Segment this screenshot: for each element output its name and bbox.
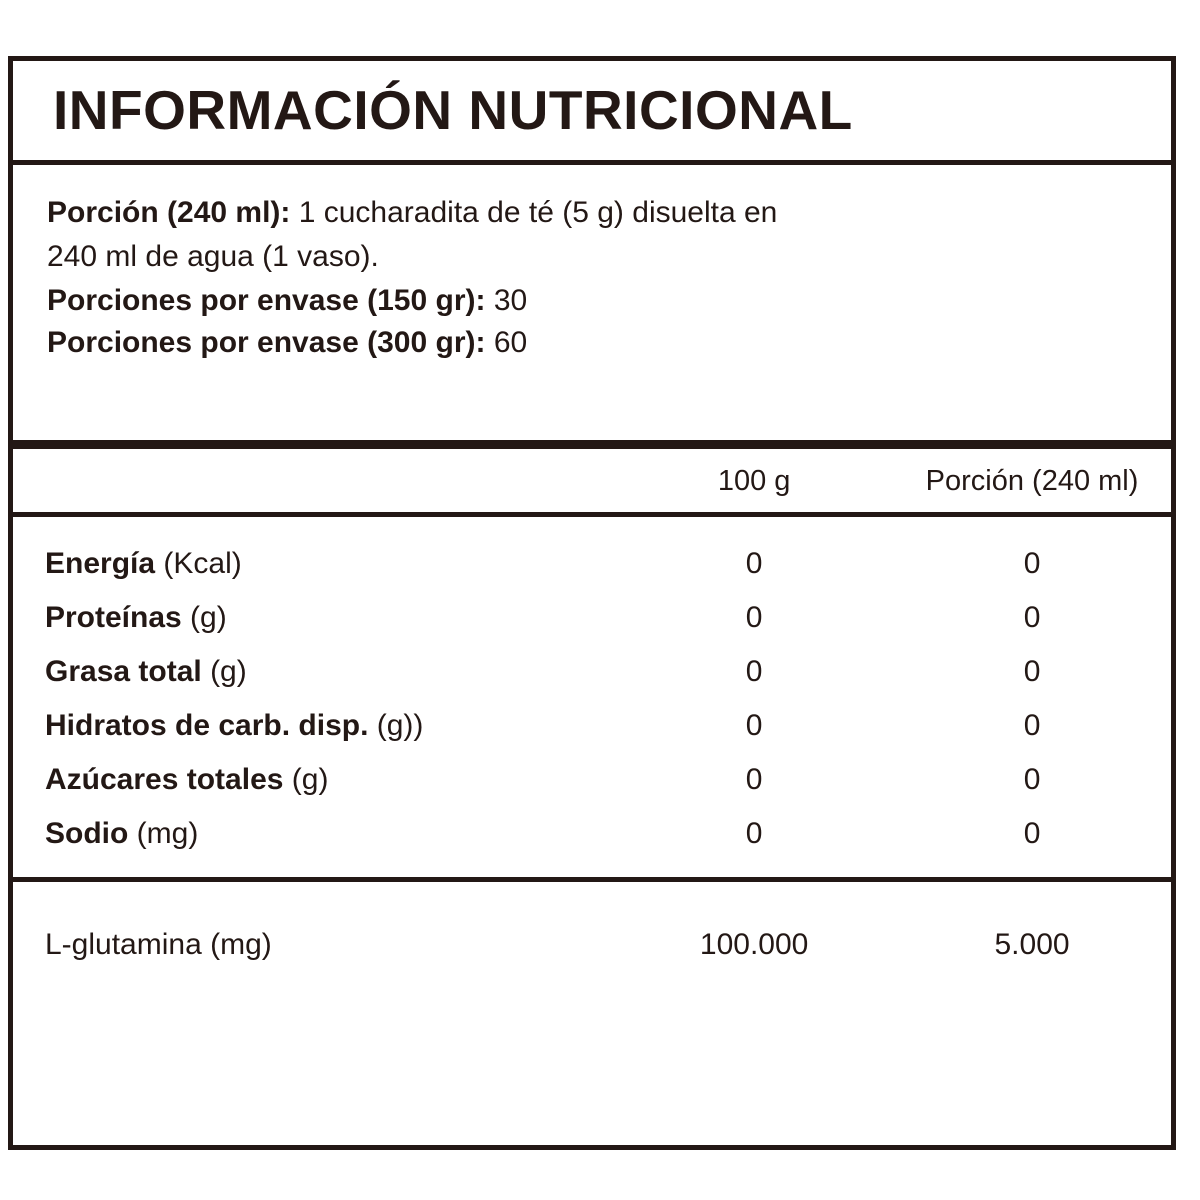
value-per-portion: 5.000 [994, 928, 1070, 961]
value-per-portion: 0 [1023, 601, 1041, 634]
title-row [13, 61, 1171, 165]
value-per-portion: 0 [1023, 547, 1041, 580]
servings-300-label: Porciones por envase (300 gr): [47, 326, 486, 360]
nutrient-unit: (Kcal) [155, 547, 242, 580]
nutrient-label: Grasa total [45, 655, 202, 688]
table-row [13, 699, 1171, 753]
nutrient-name-azucares-totales [13, 753, 615, 807]
nutrient-label: Azúcares totales [45, 763, 284, 796]
nutrient-unit: (g) [181, 601, 227, 634]
portion-line [47, 191, 1137, 235]
table-header-row [13, 449, 1171, 515]
value-per-100g: 0 [745, 655, 763, 688]
column-header-per-100g: 100 g [615, 449, 893, 515]
nutrient-name-sodio [13, 807, 615, 877]
nutrient-name-proteinas [13, 591, 615, 645]
value-per-portion: 0 [1023, 655, 1041, 688]
servings-300-line [47, 322, 1137, 365]
table-row-l-glutamina [13, 880, 1171, 993]
value-per-100g: 100.000 [699, 928, 809, 961]
table-row [13, 807, 1171, 877]
nutrient-label: Hidratos de carb. disp. [45, 709, 369, 742]
nutrient-name-energia [13, 515, 615, 592]
column-header-per-portion: Porción (240 ml) [893, 449, 1171, 515]
nutrient-unit: (mg) [128, 817, 199, 850]
nutrition-facts-panel [8, 56, 1176, 1150]
nutrient-name-grasa-total [13, 645, 615, 699]
value-per-100g: 0 [745, 601, 763, 634]
servings-300-value: 60 [485, 326, 528, 360]
nutrient-unit: (g) [283, 763, 329, 796]
page-title: INFORMACIÓN NUTRICIONAL [53, 79, 853, 141]
servings-150-value: 30 [485, 283, 528, 317]
nutrition-table [13, 449, 1171, 992]
value-per-100g: 0 [745, 817, 763, 850]
table-row [13, 515, 1171, 592]
nutrient-unit: (g) [201, 655, 247, 688]
nutrient-label: Energía [45, 547, 156, 580]
value-per-portion: 0 [1023, 817, 1041, 850]
servings-150-line [47, 280, 1137, 323]
nutrient-label: Proteínas [45, 601, 182, 634]
servings-150-label: Porciones por envase (150 gr): [47, 283, 486, 317]
value-per-100g: 0 [745, 547, 763, 580]
table-row [13, 645, 1171, 699]
value-per-100g: 0 [745, 709, 763, 742]
portion-value: 1 cucharadita de té (5 g) disuelta en [290, 196, 778, 229]
table-row [13, 591, 1171, 645]
table-row [13, 753, 1171, 807]
nutrient-name-l-glutamina: L-glutamina (mg) [45, 928, 272, 961]
nutrient-label: Sodio [45, 817, 129, 850]
value-per-portion: 0 [1023, 763, 1041, 796]
serving-information [13, 165, 1171, 449]
column-header-blank [13, 449, 615, 515]
nutrient-unit: (g)) [368, 709, 424, 742]
value-per-100g: 0 [745, 763, 763, 796]
nutrient-name-hidratos-de-carbono [13, 699, 615, 753]
portion-line-continued: 240 ml de agua (1 vaso). [47, 240, 379, 274]
portion-label: Porción (240 ml): [47, 196, 291, 229]
value-per-portion: 0 [1023, 709, 1041, 742]
